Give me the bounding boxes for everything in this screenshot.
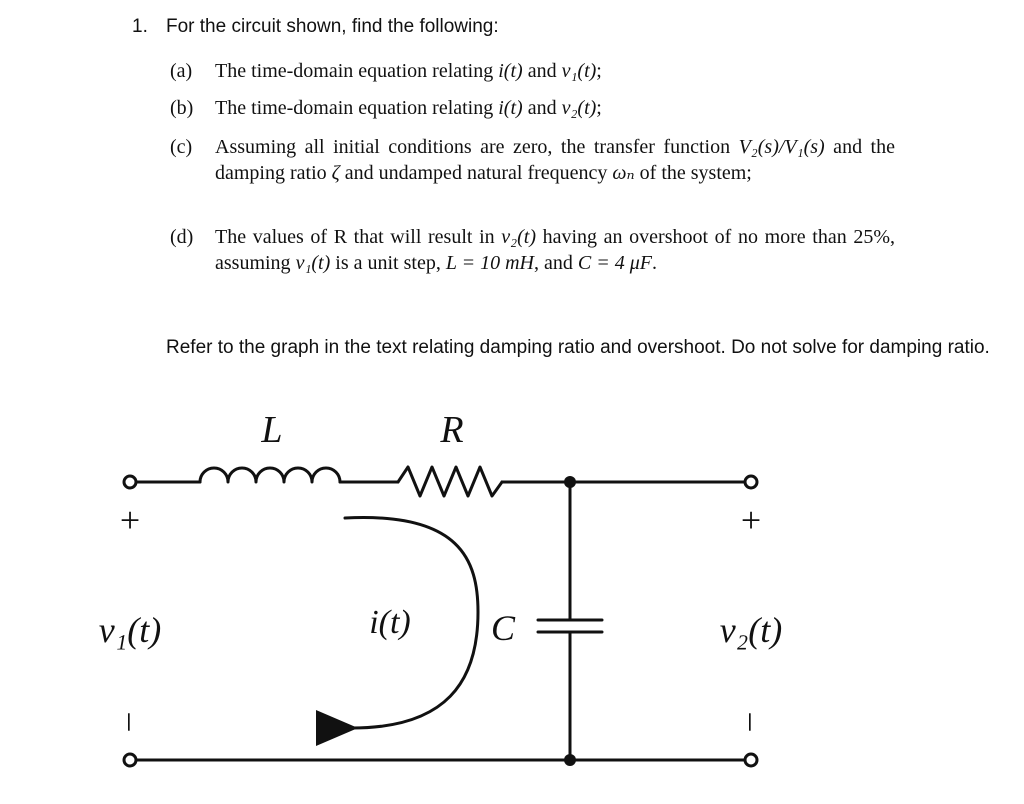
resistor-zigzag xyxy=(398,467,502,496)
part-d-inductance: L = 10 mH xyxy=(445,252,534,274)
v1-label: v₁(t) xyxy=(98,610,162,650)
part-b-pre: The time-domain equation relating xyxy=(215,97,499,119)
part-d-t2: having an overshoot of no more than 25%, assuming xyxy=(215,226,895,274)
part-d-t4: , and xyxy=(533,252,578,274)
part-c-t3: and undamped natural frequency xyxy=(339,162,613,184)
part-d-t3: is a unit step, xyxy=(330,252,446,274)
v2-plus: + xyxy=(740,500,762,540)
part-a-mid: and xyxy=(522,60,562,82)
terminal-v2-top xyxy=(745,476,757,488)
terminal-v1-top xyxy=(124,476,136,488)
part-c-t4: of the system; xyxy=(634,162,752,184)
part-c-label: (c) xyxy=(170,136,193,158)
part-d-t5: . xyxy=(651,252,657,274)
part-a-post: ; xyxy=(596,60,602,82)
part-b-voltage: v₂(t) xyxy=(561,97,597,119)
v1-minus: – xyxy=(113,713,150,731)
junction-bottom xyxy=(564,754,576,766)
inductor-label: L xyxy=(261,409,283,451)
current-label: i(t) xyxy=(369,604,411,641)
question-heading: For the circuit shown, find the following: xyxy=(166,16,499,37)
part-a-current: i(t) xyxy=(498,60,523,82)
part-d-v2: v₂(t) xyxy=(501,226,536,248)
terminal-v1-bottom xyxy=(124,754,136,766)
part-b-label: (b) xyxy=(170,97,194,119)
part-d-v1: v₁(t) xyxy=(295,252,331,274)
inductor-coil xyxy=(200,468,340,482)
part-c-t1: Assuming all initial conditions are zero, the transfer function xyxy=(215,136,739,158)
part-d-label: (d) xyxy=(170,226,194,248)
terminal-v2-bottom xyxy=(745,754,757,766)
part-a-label: (a) xyxy=(170,60,193,82)
part-c-transfer-function: V₂(s)/V₁(s) xyxy=(738,136,825,158)
part-b-current: i(t) xyxy=(498,97,523,119)
part-d-t1: The values of R that will result in xyxy=(215,226,502,248)
resistor-label: R xyxy=(440,409,464,451)
junction-top xyxy=(564,476,576,488)
v2-minus: – xyxy=(734,713,771,731)
part-c-omega-n: ωₙ xyxy=(612,162,635,184)
part-d-capacitance: C = 4 μF xyxy=(577,252,652,274)
part-b-post: ; xyxy=(596,97,602,119)
part-a-pre: The time-domain equation relating xyxy=(215,60,499,82)
instruction-note: Refer to the graph in the text relating damping ratio and overshoot. Do not solve for damping ratio. xyxy=(166,337,990,358)
current-arrow xyxy=(345,517,478,728)
part-a-voltage: v₁(t) xyxy=(561,60,597,82)
part-c-zeta: ζ xyxy=(331,162,340,184)
v1-plus: + xyxy=(119,500,141,540)
question-number: 1. xyxy=(132,16,148,37)
capacitor-label: C xyxy=(490,608,516,648)
part-b-mid: and xyxy=(522,97,562,119)
v2-label: v₂(t) xyxy=(719,610,783,650)
part-c-t2: and the damping ratio xyxy=(215,136,895,184)
